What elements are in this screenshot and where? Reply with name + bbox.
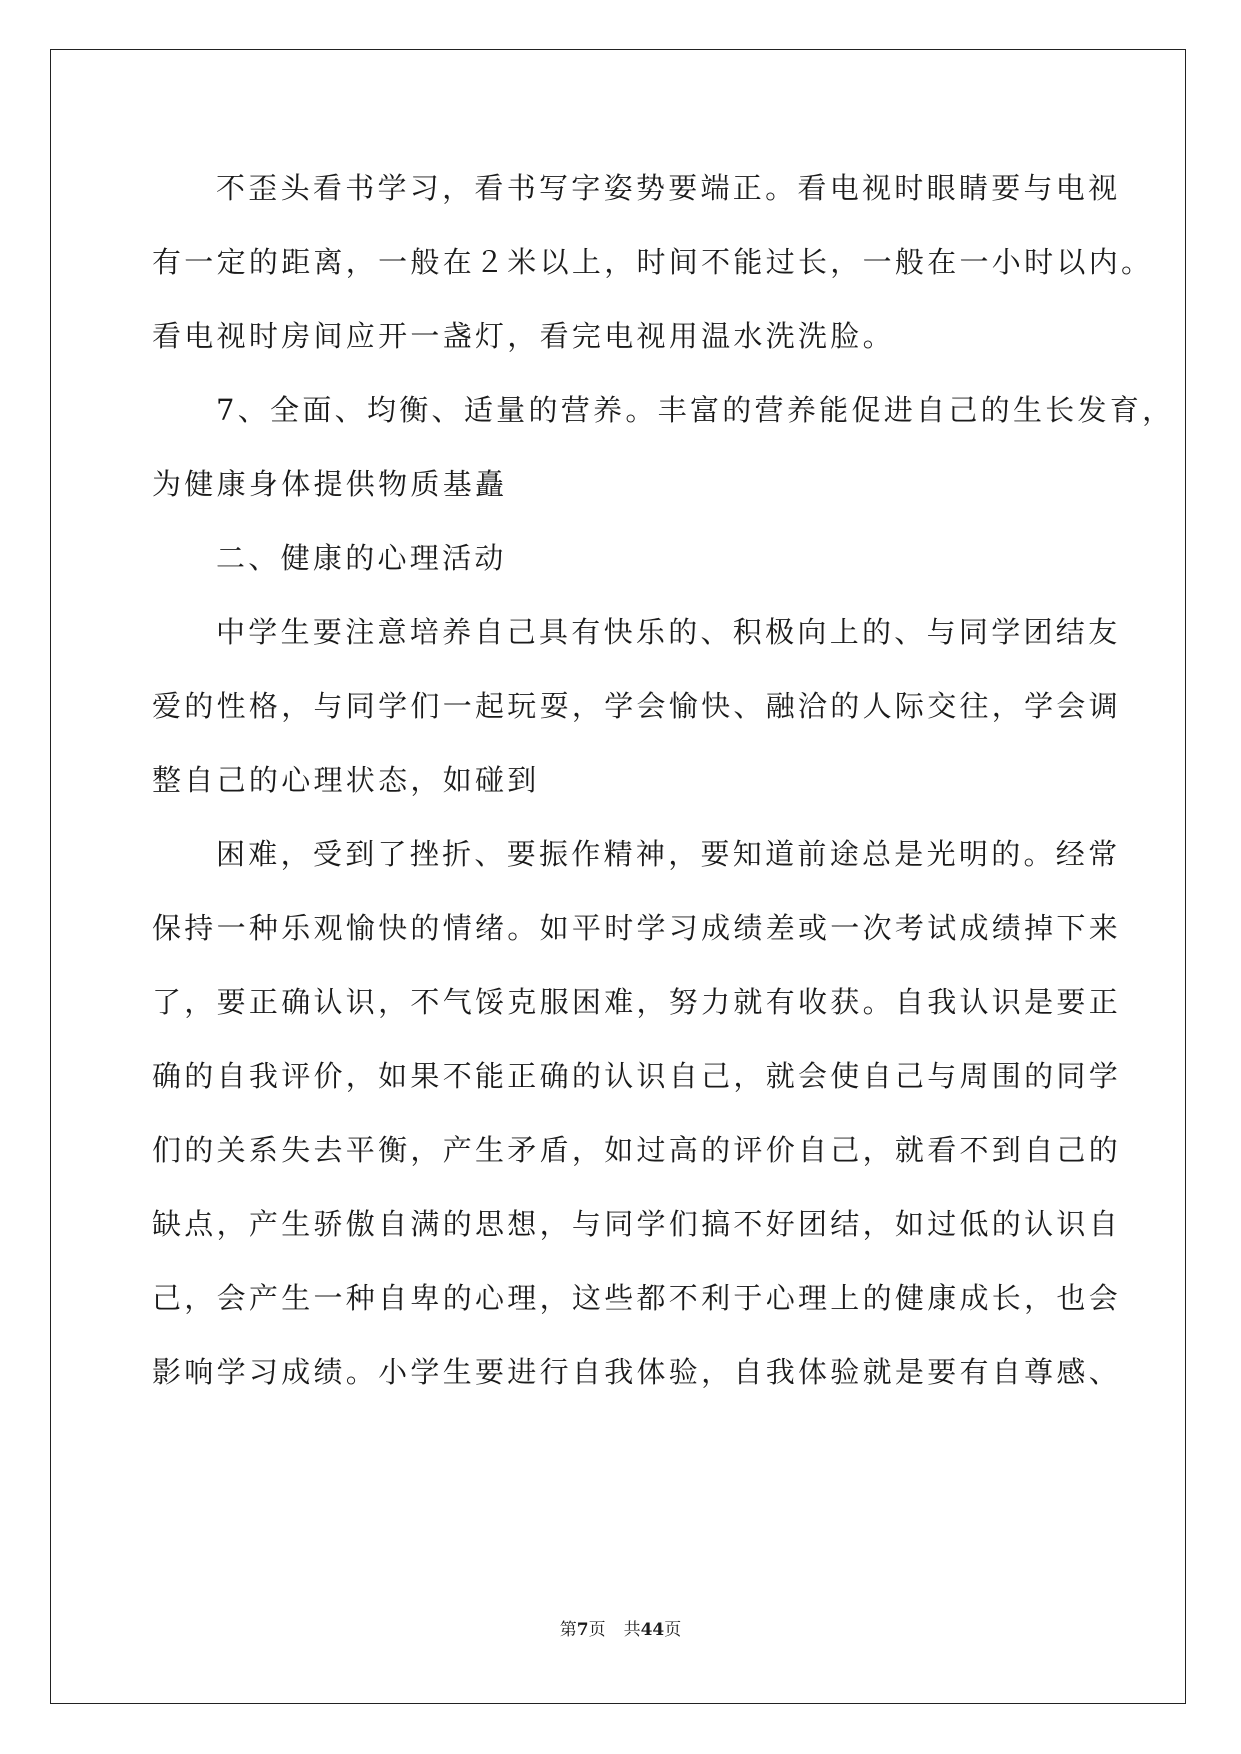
paragraph-line: 不歪头看书学习，看书写字姿势要端正。看电视时眼睛要与电视 (216, 171, 1121, 205)
total-suffix: 页 (664, 1620, 682, 1640)
paragraph-line: 保持一种乐观愉快的情绪。如平时学习成绩差或一次考试成绩掉下来 (152, 911, 1122, 945)
total-pages: 44 (640, 1620, 665, 1640)
paragraph-line: 爱的性格，与同学们一起玩耍，学会愉快、融洽的人际交往，学会调 (152, 689, 1122, 723)
paragraph-line: 己，会产生一种自卑的心理，这些都不利于心理上的健康成长，也会 (152, 1281, 1122, 1315)
paragraph-line: 确的自我评价，如果不能正确的认识自己，就会使自己与周围的同学 (152, 1059, 1122, 1093)
paragraph-line: 看电视时房间应开一盏灯，看完电视用温水洗洗脸。 (152, 319, 895, 353)
paragraph-line: 为健康身体提供物质基矗 (152, 467, 508, 501)
paragraph-line: 困难，受到了挫折、要振作精神，要知道前途总是光明的。经常 (216, 837, 1121, 871)
paragraph-line: 整自己的心理状态，如碰到 (152, 763, 540, 797)
paragraph-line: 有一定的距离，一般在２米以上，时间不能过长，一般在一小时以内。 (152, 245, 1154, 279)
paragraph-line: 缺点，产生骄傲自满的思想，与同学们搞不好团结，如过低的认识自 (152, 1207, 1122, 1241)
paragraph-line: 们的关系失去平衡，产生矛盾，如过高的评价自己，就看不到自己的 (152, 1133, 1122, 1167)
page-prefix: 第 (559, 1620, 577, 1640)
paragraph-line: 影响学习成绩。小学生要进行自我体验，自我体验就是要有自尊感、 (152, 1355, 1122, 1389)
paragraph-line: 中学生要注意培养自己具有快乐的、积极向上的、与同学团结友 (216, 615, 1121, 649)
paragraph-line: 了，要正确认识，不气馁克服困难，努力就有收获。自我认识是要正 (152, 985, 1122, 1019)
total-prefix: 共 (623, 1620, 641, 1640)
page-border (50, 49, 1186, 1704)
page-footer (0, 1618, 1241, 1642)
paragraph-line: 7、全面、均衡、适量的营养。丰富的营养能促进自己的生长发育， (216, 393, 1175, 427)
page-number: 7 (576, 1620, 589, 1640)
page-suffix: 页 (588, 1620, 606, 1640)
section-heading: 二、健康的心理活动 (216, 541, 507, 575)
